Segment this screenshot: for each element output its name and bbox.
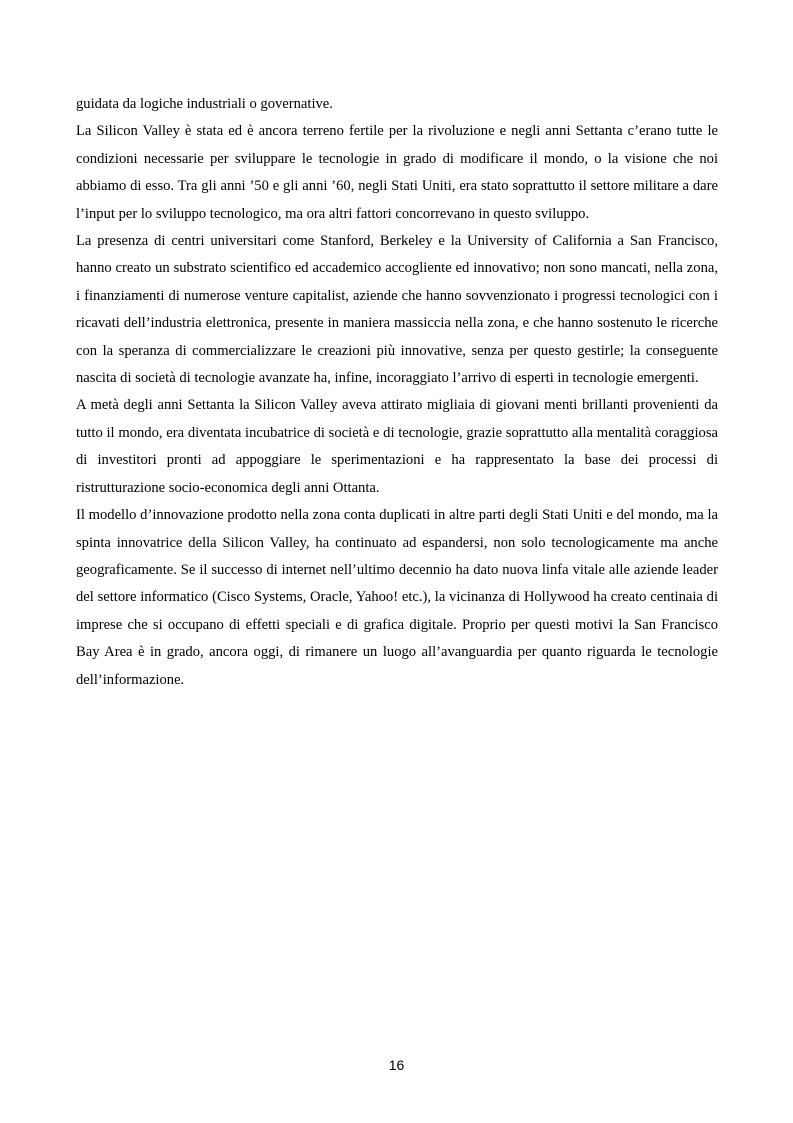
paragraph-university-centers: La presenza di centri universitari come Stanford, Berkeley e la University of California a San Francisco, hanno creato un substrato scientifico ed accademico accogliente ed innovativo; non sono mancati, nella zona, i finanziamenti di numerose venture capitalist, aziende che hanno sovvenzionato i progressi tecnologici con i ricavati dell’industria elettronica, presente in maniera massiccia nella zona, e che hanno sostenuto le ricerche con la speranza di commercializzare le creazioni più innovative, senza per questo gestirle; la conseguente nascita di società di tecnologie avanzate ha, infine, incoraggiato l’arrivo di esperti in tecnologie emergenti. xyxy=(76,233,718,387)
body-text xyxy=(76,91,718,694)
page-number: 16 xyxy=(388,1057,405,1073)
paragraph-continuation: guidata da logiche industriali o governative. xyxy=(76,96,333,112)
paragraph-innovation-model: Il modello d’innovazione prodotto nella zona conta duplicati in altre parti degli Stati Uniti e del mondo, ma la spinta innovatrice della Silicon Valley, ha continuato ad espandersi, non solo tecnologicamente ma anche geograficamente. Se il successo di internet nell’ultimo decennio ha dato nuova linfa vitale alle aziende leader del settore informatico (Cisco Systems, Oracle, Yahoo! etc.), la vicinanza di Hollywood ha creato centinaia di imprese che si occupano di effetti speciali e di grafica digitale. Proprio per questi motivi la San Francisco Bay Area è in grado, ancora oggi, di rimanere un luogo all’avanguardia per quanto riguarda le tecnologie dell’informazione. xyxy=(76,507,718,688)
paragraph-seventies-talent: A metà degli anni Settanta la Silicon Valley aveva attirato migliaia di giovani menti brillanti provenienti da tutto il mondo, era diventata incubatrice di società e di tecnologie, grazie soprattutto alla mentalità coraggiosa di investitori pronti ad appoggiare le sperimentazioni e ha rappresentato la base dei processi di ristrutturazione socio-economica degli anni Ottanta. xyxy=(76,397,718,496)
paragraph-silicon-valley-fertile: La Silicon Valley è stata ed è ancora terreno fertile per la rivoluzione e negli anni Settanta c’erano tutte le condizioni necessarie per sviluppare le tecnologie in grado di modificare il mondo, o la visione che noi abbiamo di esso. Tra gli anni ’50 e gli anni ’60, negli Stati Uniti, era stato soprattutto il settore militare a dare l’input per lo sviluppo tecnologico, ma ora altri fattori concorrevano in questo sviluppo. xyxy=(76,123,718,222)
